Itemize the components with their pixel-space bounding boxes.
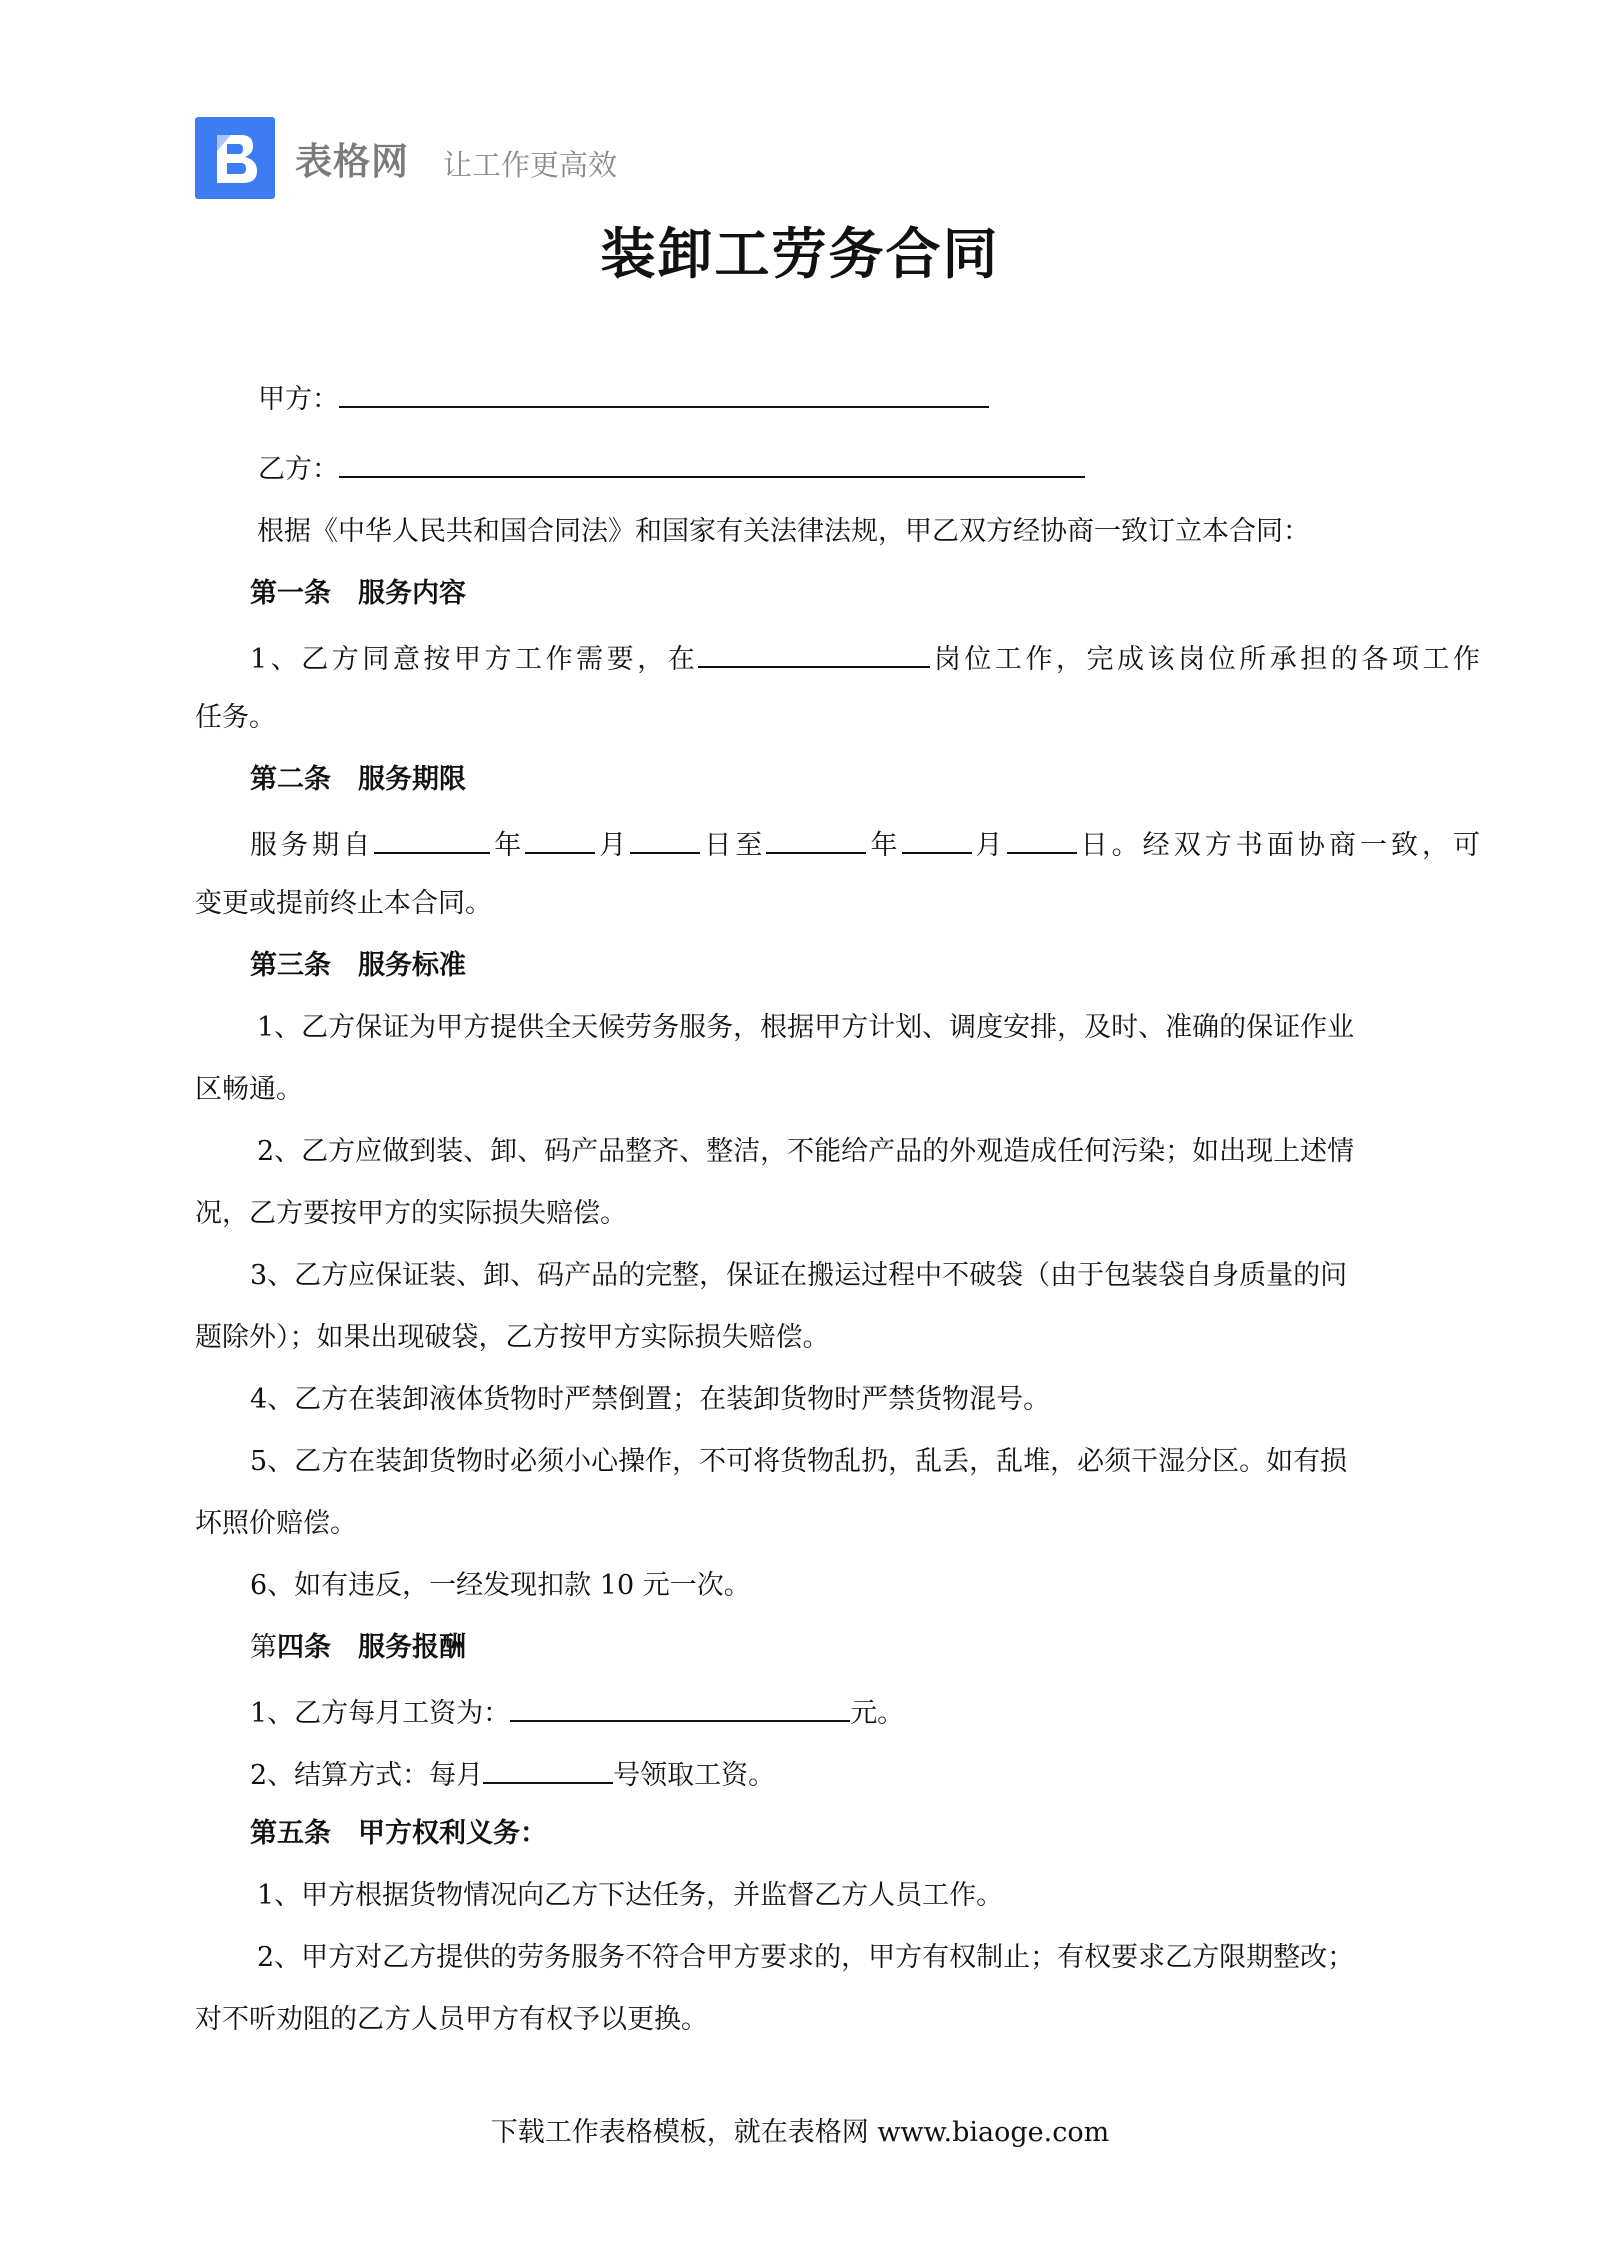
salary-label: 1、乙方每月工资为： [250, 1698, 511, 1729]
year-label: 年 [490, 830, 526, 861]
start-day-field[interactable] [630, 822, 700, 854]
article-3-item-3-cont: 题除外）；如果出现破袋，乙方按甲方实际损失赔偿。 [195, 1322, 830, 1353]
start-year-field[interactable] [374, 822, 490, 854]
footer-text: 下载工作表格模板，就在表格网 www.biaoge.com [490, 2117, 1110, 2148]
article-3-item-4: 4、乙方在装卸液体货物时严禁倒置；在装卸货物时严禁货物混号。 [250, 1384, 1051, 1415]
brand-name: 表格网 [295, 140, 409, 183]
term-end-text: 日。经双方书面协商一致，可 [1076, 830, 1481, 861]
article-3-item-6: 6、如有违反，一经发现扣款 10 元一次。 [250, 1570, 751, 1601]
article-1-item-1-text: 1、乙方同意按甲方工作需要，在 [250, 644, 699, 675]
party-a-line [195, 376, 1488, 420]
month-label: 月 [971, 830, 1007, 861]
brand-slogan: 让工作更高效 [443, 147, 618, 182]
article-3-heading: 第三条 服务标准 [250, 950, 466, 981]
article-3-item-2: 2、乙方应做到装、卸、码产品整齐、整洁，不能给产品的外观造成任何污染；如出现上述情 [257, 1136, 1355, 1167]
article-1-item-1-text-2: 岗位工作，完成该岗位所承担的各项工作 [930, 644, 1480, 675]
article-5-heading: 第五条 甲方权利义务： [250, 1818, 547, 1849]
end-month-field[interactable] [902, 822, 972, 854]
settlement-suffix: 号领取工资。 [613, 1760, 776, 1791]
party-b-label: 乙方： [258, 454, 339, 485]
article-4-heading-prefix: 第 [250, 1632, 277, 1663]
day-to-label: 日至 [700, 830, 767, 861]
party-a-label: 甲方： [258, 384, 339, 415]
article-3-item-1-cont: 区畅通。 [195, 1074, 303, 1105]
article-3-item-5-cont: 坏照价赔偿。 [195, 1508, 357, 1539]
article-4-item-1 [195, 1690, 1480, 1734]
start-month-field[interactable] [525, 822, 595, 854]
party-b-field[interactable] [339, 446, 1085, 478]
brand-header [195, 117, 617, 199]
article-4-heading [195, 1628, 1480, 1668]
monthly-salary-field[interactable] [510, 1690, 850, 1722]
article-5-item-1: 1、甲方根据货物情况向乙方下达任务，并监督乙方人员工作。 [257, 1880, 1004, 1911]
month-label: 月 [595, 830, 631, 861]
party-b-line [195, 446, 1488, 490]
party-a-field[interactable] [339, 376, 989, 408]
settlement-label: 2、结算方式：每月 [250, 1760, 484, 1791]
document-title: 装卸工劳务合同 [600, 221, 1000, 286]
article-2-term-cont: 变更或提前终止本合同。 [195, 888, 492, 919]
article-1-item-1 [195, 636, 1480, 680]
article-1-heading: 第一条 服务内容 [250, 578, 466, 609]
article-4-heading-text: 四条 服务报酬 [277, 1632, 466, 1663]
intro-paragraph: 根据《中华人民共和国合同法》和国家有关法律法规，甲乙双方经协商一致订立本合同： [257, 516, 1310, 547]
article-3-item-5: 5、乙方在装卸货物时必须小心操作，不可将货物乱扔，乱丢，乱堆，必须干湿分区。如有损 [250, 1446, 1348, 1477]
article-3-item-3: 3、乙方应保证装、卸、码产品的完整，保证在搬运过程中不破袋（由于包装袋自身质量的问 [250, 1260, 1348, 1291]
article-4-item-2 [195, 1752, 1480, 1796]
article-3-item-2-cont: 况，乙方要按甲方的实际损失赔偿。 [195, 1198, 627, 1229]
article-5-item-2: 2、甲方对乙方提供的劳务服务不符合甲方要求的，甲方有权制止；有权要求乙方限期整改； [257, 1942, 1355, 1973]
article-3-item-1: 1、乙方保证为甲方提供全天候劳务服务，根据甲方计划、调度安排，及时、准确的保证作业 [257, 1012, 1355, 1043]
article-2-heading: 第二条 服务期限 [250, 764, 466, 795]
term-start-text: 服务期自 [250, 830, 375, 861]
article-1-item-1-cont: 任务。 [195, 702, 276, 733]
article-5-item-2-cont: 对不听劝阻的乙方人员甲方有权予以更换。 [195, 2004, 708, 2035]
article-2-term [195, 822, 1480, 866]
biaoge-logo-icon [195, 117, 275, 199]
end-day-field[interactable] [1007, 822, 1077, 854]
year-label: 年 [866, 830, 902, 861]
position-field[interactable] [698, 636, 930, 668]
pay-day-field[interactable] [483, 1752, 613, 1784]
salary-unit: 元。 [850, 1698, 905, 1729]
end-year-field[interactable] [766, 822, 866, 854]
